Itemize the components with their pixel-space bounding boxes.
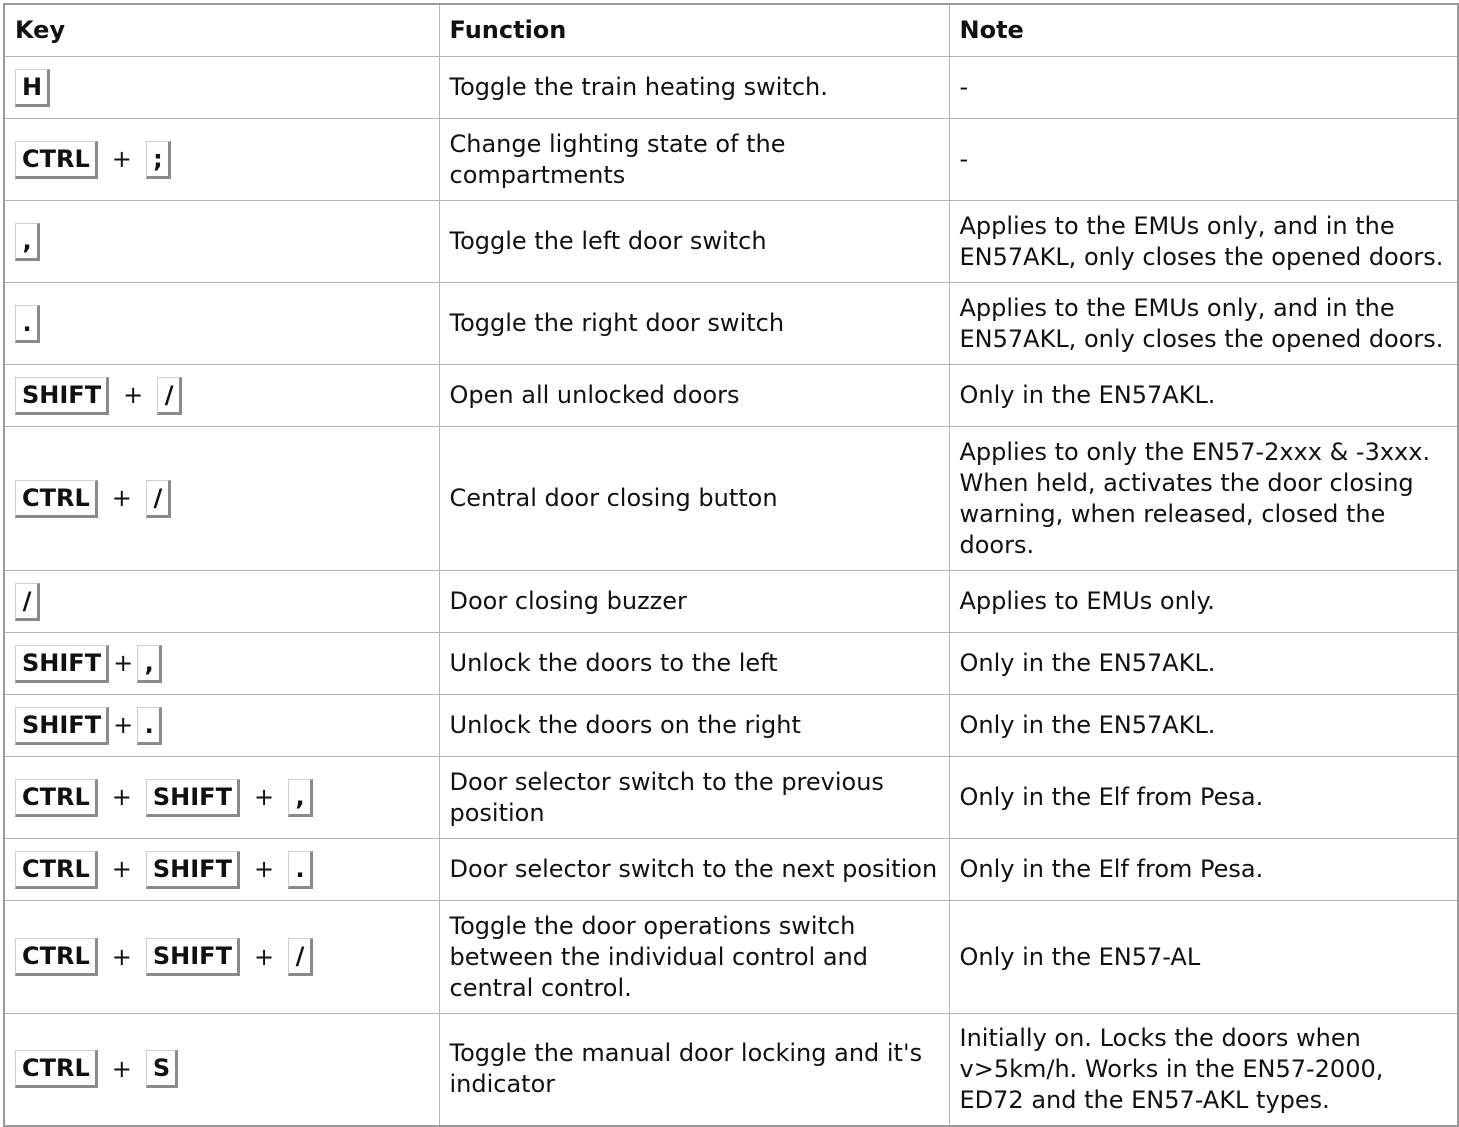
table-row [4, 901, 1458, 1014]
table-row [4, 365, 1458, 427]
key-cell [4, 201, 439, 283]
key-cell [4, 57, 439, 119]
keycap: SHIFT [146, 938, 240, 976]
function-cell: Toggle the door operations switch between the individual control and central control. [439, 901, 949, 1014]
note-cell: Only in the Elf from Pesa. [949, 839, 1458, 901]
table-row [4, 57, 1458, 119]
function-cell: Unlock the doors on the right [439, 695, 949, 757]
keycap: , [15, 223, 40, 261]
plus-sign: + [111, 783, 132, 811]
note-cell: Only in the EN57AKL. [949, 633, 1458, 695]
keycap: H [15, 69, 50, 107]
plus-sign: + [253, 942, 275, 971]
keycap: ; [146, 141, 171, 179]
plus-sign: + [253, 855, 275, 883]
plus-sign: + [111, 942, 132, 971]
table-row [4, 201, 1458, 283]
key-combination [15, 583, 429, 621]
key-cell [4, 365, 439, 427]
function-cell: Toggle the right door switch [439, 283, 949, 365]
key-combination [15, 377, 429, 415]
key-combination [15, 707, 429, 745]
table-row [4, 427, 1458, 571]
key-cell [4, 283, 439, 365]
key-cell [4, 633, 439, 695]
table-row [4, 1014, 1458, 1126]
key-cell [4, 839, 439, 901]
table-row [4, 283, 1458, 365]
key-combination [15, 223, 429, 261]
keycap: . [137, 707, 162, 745]
plus-sign: + [111, 1054, 132, 1083]
plus-sign: + [123, 381, 144, 409]
note-cell: Applies to EMUs only. [949, 571, 1458, 633]
keycap: CTRL [15, 141, 98, 179]
note-cell: Only in the Elf from Pesa. [949, 757, 1458, 839]
keycap: , [137, 645, 162, 683]
note-cell: Applies to the EMUs only, and in the EN57AKL, only closes the opened doors. [949, 201, 1458, 283]
function-cell: Door selector switch to the previous position [439, 757, 949, 839]
header-key: Key [4, 4, 439, 57]
keycap: CTRL [15, 480, 98, 518]
plus-sign: + [113, 649, 134, 677]
keycap: / [288, 938, 313, 976]
table-row [4, 695, 1458, 757]
table-row [4, 757, 1458, 839]
key-combination [15, 938, 429, 976]
function-cell: Open all unlocked doors [439, 365, 949, 427]
header-function: Function [439, 4, 949, 57]
keycap: / [15, 583, 40, 621]
note-cell: - [949, 57, 1458, 119]
note-cell: Applies to the EMUs only, and in the EN57AKL, only closes the opened doors. [949, 283, 1458, 365]
plus-sign: + [111, 855, 132, 883]
keycap: CTRL [15, 779, 98, 817]
keycap: CTRL [15, 851, 98, 889]
note-cell: Only in the EN57-AL [949, 901, 1458, 1014]
note-cell: Only in the EN57AKL. [949, 365, 1458, 427]
function-cell: Toggle the left door switch [439, 201, 949, 283]
function-cell: Door selector switch to the next position [439, 839, 949, 901]
key-combination [15, 645, 429, 683]
key-cell [4, 119, 439, 201]
key-cell [4, 427, 439, 571]
keyboard-shortcuts-table [3, 3, 1459, 1127]
key-combination [15, 69, 429, 107]
function-cell: Toggle the train heating switch. [439, 57, 949, 119]
key-cell [4, 901, 439, 1014]
note-cell: Initially on. Locks the doors when v>5km/h. Works in the EN57-2000, ED72 and the EN57-AKL types. [949, 1014, 1458, 1126]
table-body [4, 57, 1458, 1126]
function-cell: Change lighting state of the compartments [439, 119, 949, 201]
key-combination [15, 851, 429, 889]
plus-sign: + [111, 484, 132, 512]
keycap: . [288, 851, 313, 889]
key-cell [4, 757, 439, 839]
key-cell [4, 695, 439, 757]
plus-sign: + [113, 711, 134, 739]
keycap: SHIFT [15, 645, 109, 683]
keycap: S [146, 1050, 178, 1088]
key-combination [15, 305, 429, 343]
keycap: CTRL [15, 1050, 98, 1088]
keycap: SHIFT [146, 851, 240, 889]
keycap: , [288, 779, 313, 817]
key-combination [15, 141, 429, 179]
plus-sign: + [111, 145, 132, 173]
table-row [4, 839, 1458, 901]
keycap: SHIFT [15, 707, 109, 745]
keycap: CTRL [15, 938, 98, 976]
note-cell: Only in the EN57AKL. [949, 695, 1458, 757]
function-cell: Door closing buzzer [439, 571, 949, 633]
table-row [4, 571, 1458, 633]
table-row [4, 119, 1458, 201]
function-cell: Central door closing button [439, 427, 949, 571]
key-combination [15, 1050, 429, 1088]
table-row [4, 633, 1458, 695]
keycap: / [146, 480, 171, 518]
keycap: SHIFT [146, 779, 240, 817]
keycap: . [15, 305, 40, 343]
key-cell [4, 571, 439, 633]
header-note: Note [949, 4, 1458, 57]
plus-sign: + [253, 783, 275, 811]
note-cell: - [949, 119, 1458, 201]
function-cell: Toggle the manual door locking and it's indicator [439, 1014, 949, 1126]
function-cell: Unlock the doors to the left [439, 633, 949, 695]
keycap: SHIFT [15, 377, 109, 415]
note-cell: Applies to only the EN57-2xxx & -3xxx. When held, activates the door closing warning, when released, closed the doors. [949, 427, 1458, 571]
key-combination [15, 779, 429, 817]
key-cell [4, 1014, 439, 1126]
key-combination [15, 480, 429, 518]
keycap: / [157, 377, 182, 415]
header-row [4, 4, 1458, 57]
